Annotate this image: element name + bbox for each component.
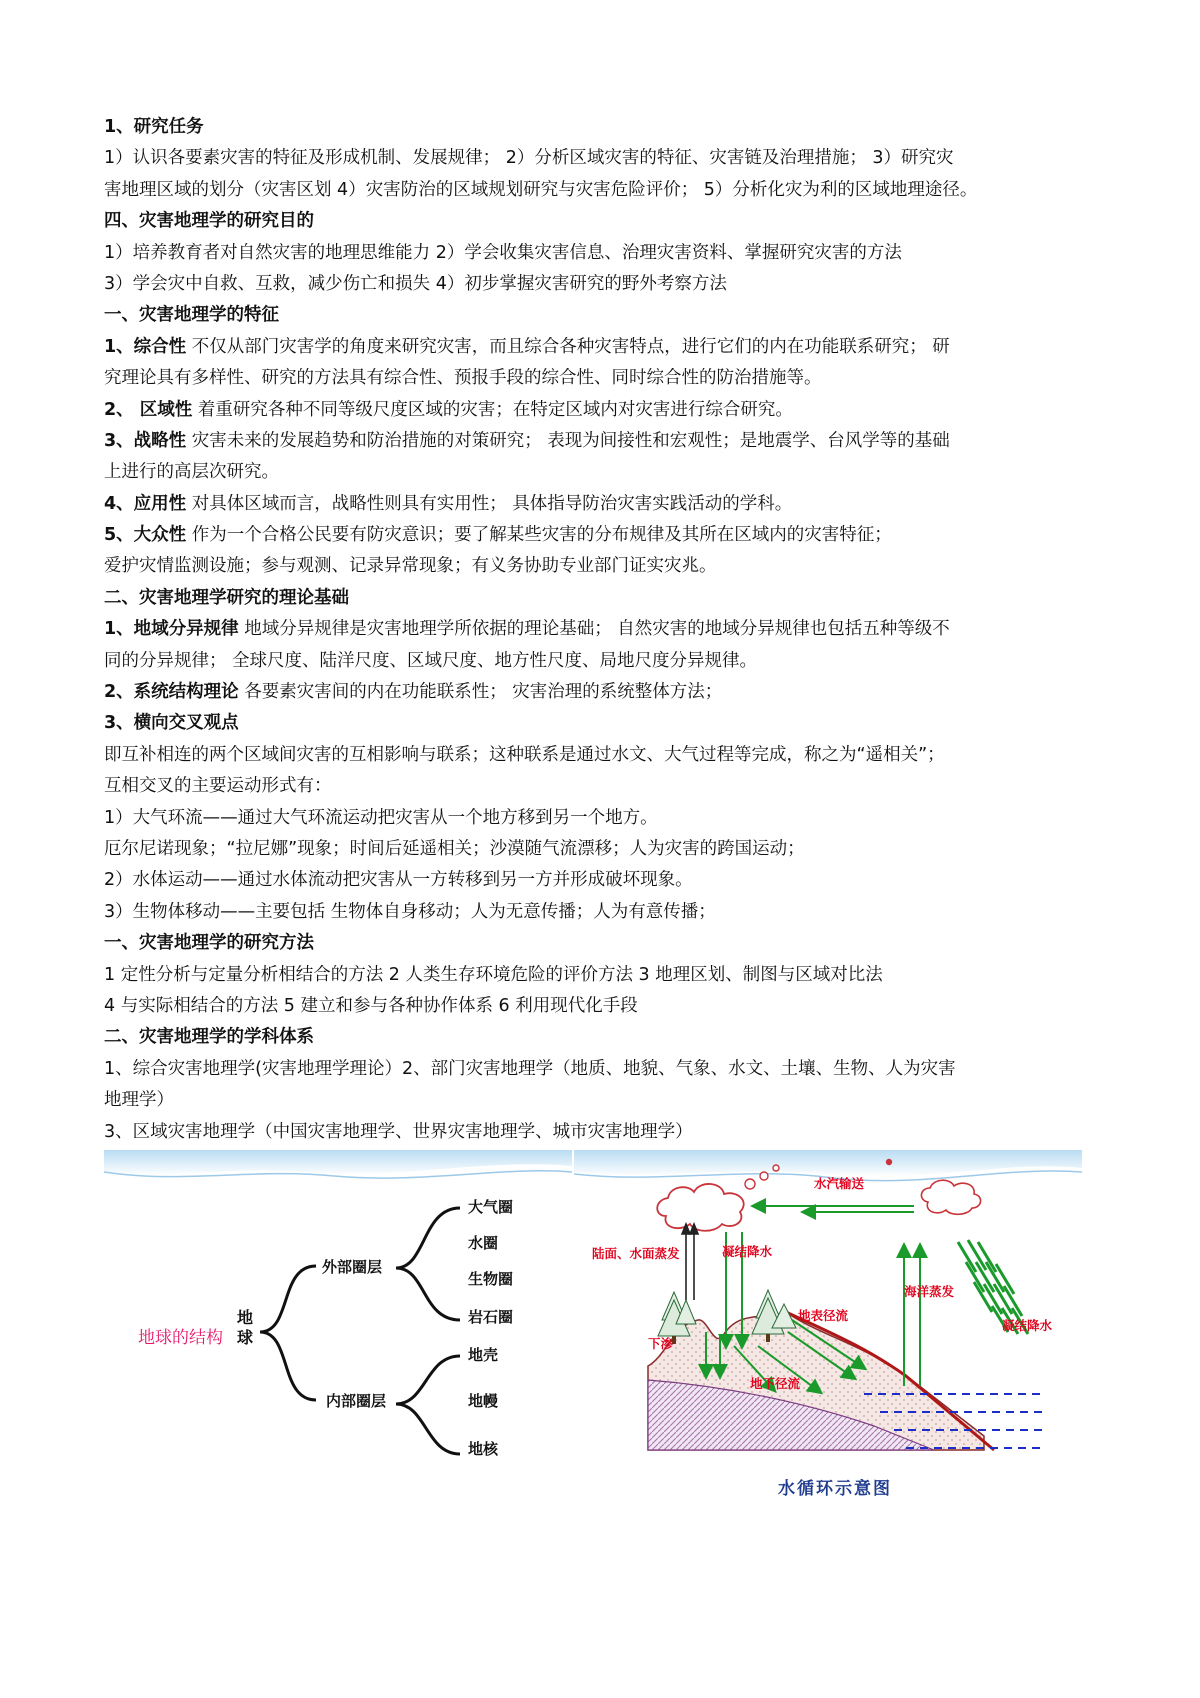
body-text: 不仅从部门灾害学的角度来研究灾害，而且综合各种灾害特点，进行它们的内在功能联系研究； 研 xyxy=(186,336,950,357)
sea-cloud xyxy=(921,1180,980,1214)
layer-item: 大气圈 xyxy=(468,1198,514,1216)
heading-text: 5、大众性 xyxy=(104,525,187,546)
outer-layer-label: 外部圈层 xyxy=(322,1258,383,1276)
outer-layer-items xyxy=(468,1198,513,1326)
text-line xyxy=(104,803,1144,834)
layer-item: 生物圈 xyxy=(468,1270,514,1288)
text-line xyxy=(104,1085,1144,1116)
text-line xyxy=(104,457,1144,488)
main-brace xyxy=(260,1266,316,1400)
earth-root-char-2: 球 xyxy=(237,1328,254,1347)
layer-item: 地幔 xyxy=(468,1392,499,1410)
text-line xyxy=(104,677,1144,708)
earth-structure-svg xyxy=(104,1150,572,1516)
text-line xyxy=(104,646,1144,677)
heading-text: 二、灾害地理学研究的理论基础 xyxy=(104,587,349,608)
text-line xyxy=(104,991,1144,1022)
text-line xyxy=(104,175,1144,206)
text-line xyxy=(104,1022,1144,1053)
label-land-evaporation: 陆面、水面蒸发 xyxy=(592,1246,680,1261)
label-ocean-evaporation: 海洋蒸发 xyxy=(904,1284,955,1299)
text-line xyxy=(104,238,1144,269)
inner-layer-label: 内部圈层 xyxy=(326,1392,387,1410)
vapor-transport-arrows xyxy=(754,1206,914,1212)
label-underground-runoff: 地下径流 xyxy=(750,1376,801,1391)
body-text: 1）大气环流——通过大气环流运动把灾害从一个地方移到另一个地方。 xyxy=(104,807,658,828)
text-line xyxy=(104,1054,1144,1085)
land-evaporation-arrows xyxy=(682,1224,698,1300)
text-line xyxy=(104,363,1144,394)
heading-text: 1、研究任务 xyxy=(104,117,204,137)
heading-text: 四、灾害地理学的研究目的 xyxy=(104,211,314,232)
label-vapor-transport: 水汽输送 xyxy=(814,1176,865,1191)
body-text: 即互补相连的两个区域间灾害的互相影响与联系；这种联系是通过水文、大气过程等完成，称之为“遥相关”； xyxy=(104,744,945,765)
label-condensation-rain-land: 凝结降水 xyxy=(722,1244,773,1259)
body-text: 3、区域灾害地理学（中国灾害地理学、世界灾害地理学、城市灾害地理学） xyxy=(104,1121,693,1142)
heading-text: 1、地域分异规律 xyxy=(104,619,239,640)
text-line xyxy=(104,928,1144,959)
body-text: 地域分异规律是灾害地理学所依据的理论基础； 自然灾害的地域分异规律也包括五种等级不 xyxy=(238,619,950,640)
text-line xyxy=(104,520,1144,551)
text-line xyxy=(104,865,1144,896)
body-text: 1）认识各要素灾害的特征及形成机制、发展规律； 2）分析区域灾害的特征、灾害链及治理措施； 3）研究灾 xyxy=(104,148,954,169)
body-text: 1）培养教育者对自然灾害的地理思维能力 2）学会收集灾害信息、治理灾害资料、掌握研究灾害的方法 xyxy=(104,242,902,263)
text-line xyxy=(104,960,1144,991)
inner-brace xyxy=(396,1356,460,1454)
body-text: 2）水体运动——通过水体流动把灾害从一方转移到另一方并形成破坏现象。 xyxy=(104,870,693,891)
body-text: 灾害未来的发展趋势和防治措施的对策研究； 表现为间接性和宏观性；是地震学、台风学等的基础 xyxy=(186,430,950,451)
body-text: 作为一个合格公民要有防灾意识；要了解某些灾害的分布规律及其所在区域内的灾害特征； xyxy=(186,525,892,546)
text-line xyxy=(104,426,1144,457)
body-text: 各要素灾害间的内在功能联系性； 灾害治理的系统整体方法； xyxy=(238,682,723,703)
label-surface-runoff: 地表径流 xyxy=(798,1308,849,1323)
heading-text: 二、灾害地理学的学科体系 xyxy=(104,1027,314,1048)
text-line xyxy=(104,112,1144,143)
body-text: 对具体区域而言，战略性则具有实用性； 具体指导防治灾害实践活动的学科。 xyxy=(186,493,793,514)
body-text: 爱护灾情监测设施；参与观测、记录异常现象；有义务协助专业部门证实灾兆。 xyxy=(104,556,717,577)
body-text: 着重研究各种不同等级尺度区域的灾害；在特定区域内对灾害进行综合研究。 xyxy=(192,399,793,420)
water-cycle-diagram xyxy=(574,1150,1082,1516)
earth-root-char-1: 地 xyxy=(237,1308,254,1327)
text-line xyxy=(104,269,1144,300)
body-text: 同的分异规律； 全球尺度、陆洋尺度、区域尺度、地方性尺度、局地尺度分异规律。 xyxy=(104,650,758,671)
heading-text: 4、应用性 xyxy=(104,493,187,514)
document-text xyxy=(104,112,1144,1148)
heading-text: 一、灾害地理学的研究方法 xyxy=(104,933,314,954)
body-text: 互相交叉的主要运动形式有： xyxy=(104,776,332,797)
heading-text: 2、系统结构理论 xyxy=(104,682,239,703)
label-infiltration: 下渗 xyxy=(648,1336,674,1351)
heading-text: 3、横向交叉观点 xyxy=(104,713,239,734)
text-line xyxy=(104,332,1144,363)
text-line xyxy=(104,395,1144,426)
layer-item: 地核 xyxy=(468,1440,499,1458)
text-line xyxy=(104,708,1144,739)
body-text: 1、综合灾害地理学(灾害地理学理论）2、部门灾害地理学（地质、地貌、气象、水文、土壤、生物、人为灾害 xyxy=(104,1058,956,1079)
water-cycle-svg xyxy=(574,1150,1082,1516)
body-text: 3）学会灾中自救、互救，减少伤亡和损失 4）初步掌握灾害研究的野外考察方法 xyxy=(104,273,727,294)
layer-item: 岩石圈 xyxy=(468,1308,514,1326)
body-text: 害地理区域的划分（灾害区划 4）灾害防治的区域规划研究与灾害危险评价； 5）分析化灾为利的区域地理途径。 xyxy=(104,179,978,200)
heading-text: 一、灾害地理学的特征 xyxy=(104,305,279,326)
text-line xyxy=(104,143,1144,174)
outer-brace xyxy=(396,1208,460,1320)
text-line xyxy=(104,551,1144,582)
text-line xyxy=(104,897,1144,928)
water-cycle-title: 水循环示意图 xyxy=(778,1479,892,1499)
text-line xyxy=(104,834,1144,865)
body-text: 3）生物体移动——主要包括 生物体自身移动；人为无意传播；人为有意传播； xyxy=(104,901,716,922)
ocean-evaporation-arrows xyxy=(904,1246,920,1386)
land-cloud xyxy=(657,1184,743,1231)
heading-text: 2、 区域性 xyxy=(104,399,193,420)
text-line xyxy=(104,740,1144,771)
text-line xyxy=(104,489,1144,520)
earth-structure-title: 地球的结构 xyxy=(138,1328,223,1348)
body-text: 上进行的高层次研究。 xyxy=(104,462,279,483)
text-line xyxy=(104,300,1144,331)
layer-item: 地壳 xyxy=(468,1346,499,1364)
text-line xyxy=(104,206,1144,237)
label-condensation-rain-ocean: 凝结降水 xyxy=(1002,1318,1053,1333)
body-text: 地理学） xyxy=(104,1090,174,1111)
body-text: 4 与实际相结合的方法 5 建立和参与各种协作体系 6 利用现代化手段 xyxy=(104,995,638,1016)
body-text: 究理论具有多样性、研究的方法具有综合性、预报手段的综合性、同时综合性的防治措施等。 xyxy=(104,368,822,389)
heading-text: 1、综合性 xyxy=(104,336,187,357)
text-line xyxy=(104,771,1144,802)
body-text: 厄尔尼诺现象；“拉尼娜”现象；时间后延遥相关；沙漠随气流漂移；人为灾害的跨国运动； xyxy=(104,838,805,859)
layer-item: 水圈 xyxy=(468,1234,499,1252)
text-line xyxy=(104,583,1144,614)
inner-layer-items xyxy=(468,1346,499,1458)
earth-structure-diagram xyxy=(104,1150,572,1516)
text-line xyxy=(104,1117,1144,1148)
text-line xyxy=(104,614,1144,645)
heading-text: 3、战略性 xyxy=(104,430,187,451)
body-text: 1 定性分析与定量分析相结合的方法 2 人类生存环境危险的评价方法 3 地理区划、制图与区域对比法 xyxy=(104,964,883,985)
